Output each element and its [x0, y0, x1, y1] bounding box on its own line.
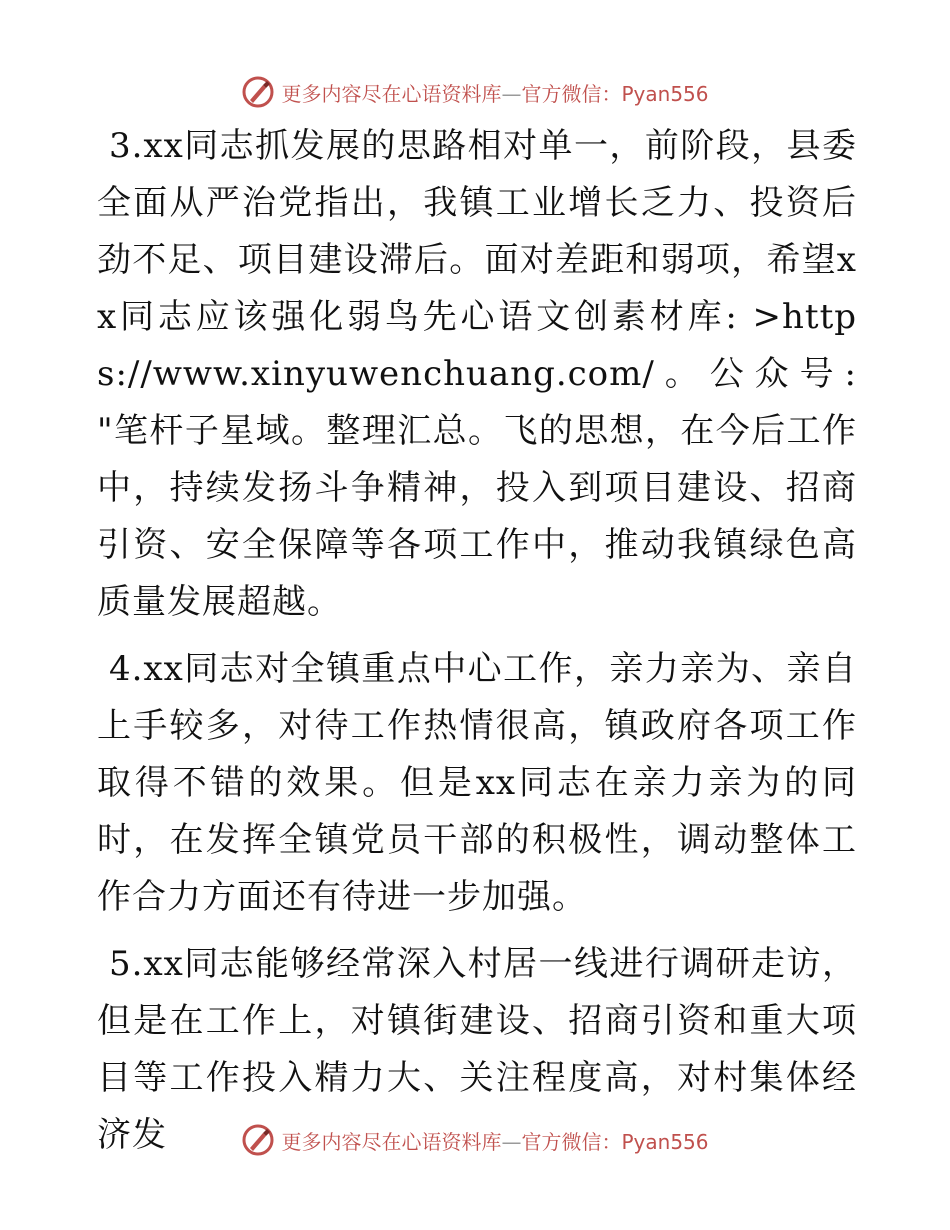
footer-wechat-label: 官方微信： — [521, 1129, 622, 1154]
header-dash: — — [501, 81, 522, 106]
paragraph-3 — [97, 118, 857, 631]
paragraph-text: xx同志能够经常深入村居一线进行调研走访，但是在工作上，对镇街建设、招商引资和重大项目等工作投入精力大、关注程度高，对村集体经济发 — [97, 944, 857, 1155]
paragraph-text: xx同志抓发展的思路相对单一，前阶段，县委全面从严治党指出，我镇工业增长乏力、投资后劲不足、项目建设滞后。面对差距和弱项，希望xx同志应该强化弱鸟先心语文创素材库: >https://www.xinyuwenchuang.com/。公众号: "笔杆子星域。整理汇总。飞的思想，在今后工作中，持续发扬斗争精神，投入到项目建设、招商引资、安全保障等各项工作中，推动我镇绿色高质量发展超越。 — [97, 126, 857, 622]
footer-wechat-id: Pyan556 — [621, 1129, 709, 1154]
header-banner — [0, 72, 950, 112]
header-wechat-label: 官方微信： — [521, 81, 622, 106]
document-body — [97, 118, 857, 1174]
footer-dash: — — [501, 1129, 522, 1154]
header-wechat-id: Pyan556 — [621, 81, 709, 106]
paragraph-number: 5. — [109, 944, 144, 984]
paragraph-4 — [97, 641, 857, 926]
paragraph-number: 3. — [109, 126, 144, 166]
pen-logo-icon — [241, 75, 275, 109]
header-slogan: 更多内容尽在心语资料库 — [281, 81, 502, 106]
footer-slogan: 更多内容尽在心语资料库 — [281, 1129, 502, 1154]
footer-banner — [0, 1120, 950, 1160]
paragraph-number: 4. — [109, 649, 144, 689]
paragraph-text: xx同志对全镇重点中心工作，亲力亲为、亲自上手较多，对待工作热情很高，镇政府各项工作取得不错的效果。但是xx同志在亲力亲为的同时，在发挥全镇党员干部的积极性，调动整体工作合力方面还有待进一步加强。 — [97, 649, 857, 917]
pen-logo-icon — [241, 1123, 275, 1157]
